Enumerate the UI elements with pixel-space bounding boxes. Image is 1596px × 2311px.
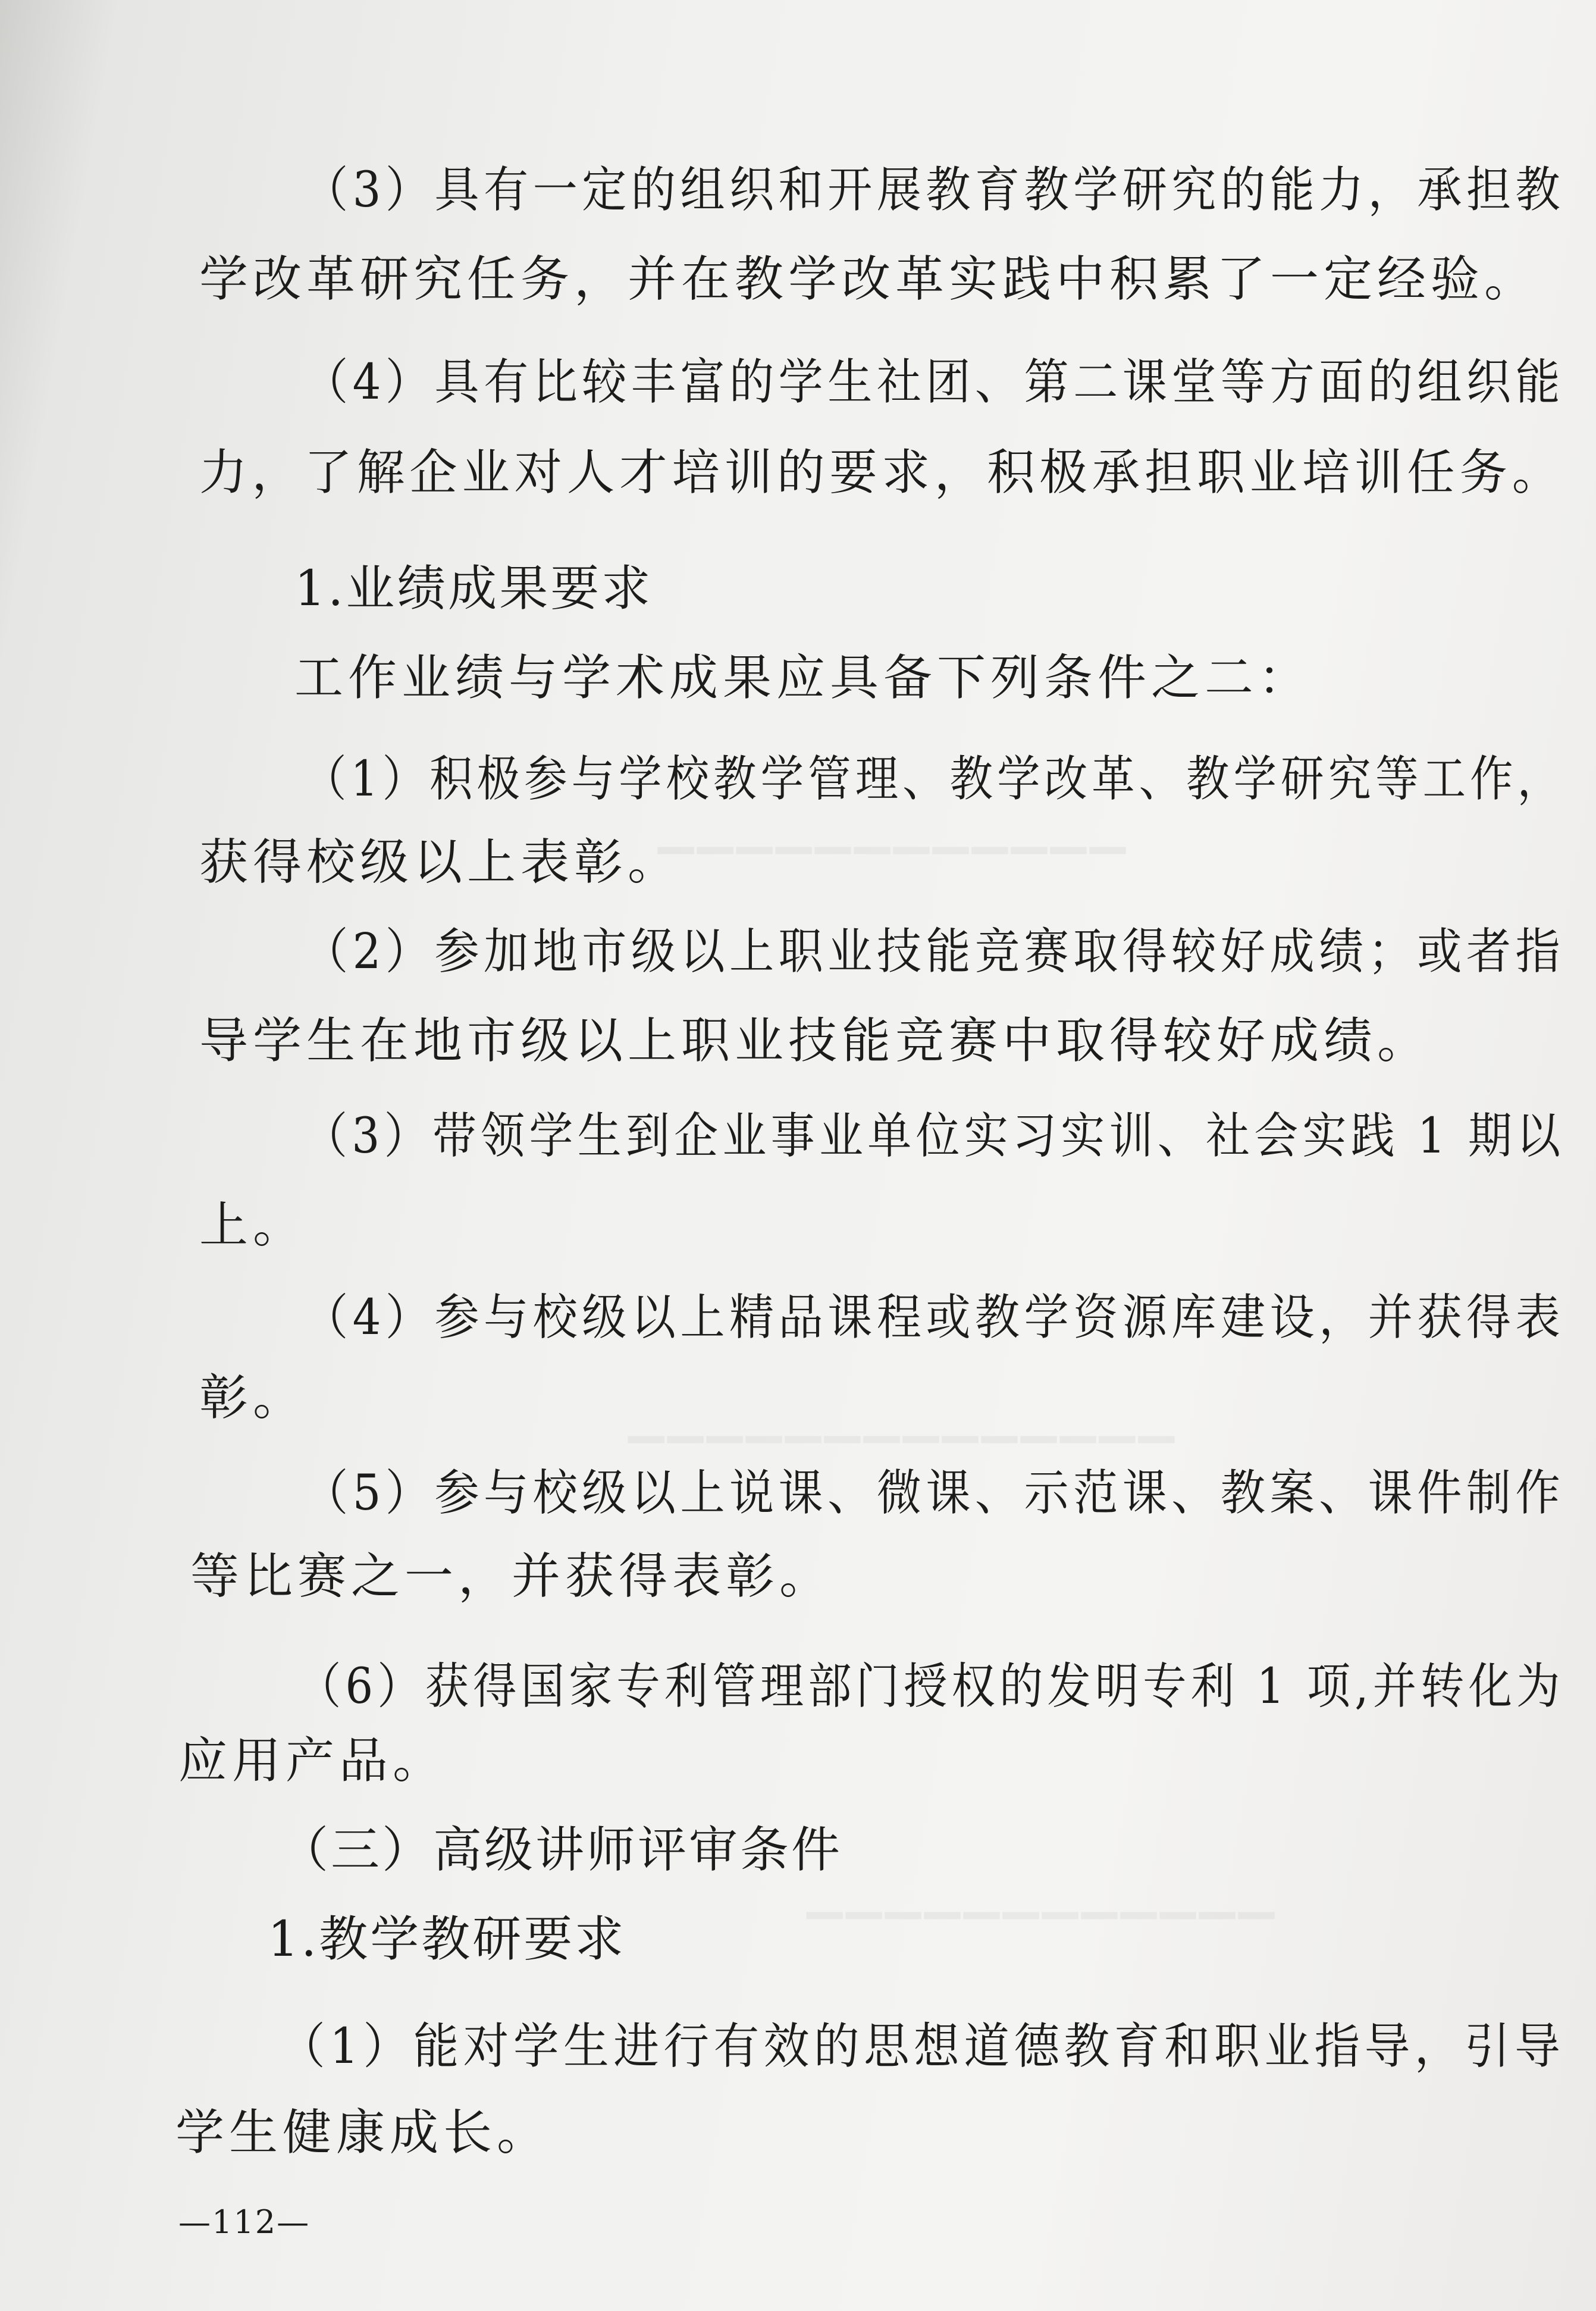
paragraph-line: （3）具有一定的组织和开展教育教学研究的能力，承担教: [303, 162, 1565, 218]
paragraph-line: 获得校级以上表彰。: [199, 834, 682, 891]
paragraph-line: （1）积极参与学校教学管理、教学改革、教学研究等工作，: [303, 751, 1565, 807]
section-heading: 1.教学教研要求: [268, 1911, 626, 1968]
paragraph-line: （2）参加地市级以上职业技能竞赛取得较好成绩；或者指: [303, 923, 1565, 980]
section-heading: （三）高级讲师评审条件: [280, 1822, 843, 1878]
paragraph-line: 工作业绩与学术成果应具备下列条件之二：: [294, 650, 1312, 706]
page-number: —112—: [178, 2203, 311, 2241]
bleed-through-text: ▁▁▁▁▁▁▁▁▁▁▁▁: [654, 800, 1125, 854]
paragraph-line: 等比赛之一，并获得表彰。: [190, 1548, 833, 1605]
paragraph-line: （4）具有比较丰富的学生社团、第二课堂等方面的组织能: [303, 354, 1565, 411]
section-heading: 1.业绩成果要求: [294, 560, 653, 617]
paragraph-line: 彰。: [199, 1370, 307, 1426]
paragraph-line: （5）参与校级以上说课、微课、示范课、教案、课件制作: [303, 1465, 1565, 1521]
paragraph-line: 力，了解企业对人才培训的要求，积极承担职业培训任务。: [199, 444, 1565, 501]
paragraph-line: 上。: [199, 1197, 307, 1254]
paragraph-line: （6）获得国家专利管理部门授权的发明专利 1 项,并转化为: [297, 1658, 1564, 1715]
paragraph-line: （4）参与校级以上精品课程或教学资源库建设，并获得表: [303, 1289, 1565, 1346]
paragraph-line: （1）能对学生进行有效的思想道德教育和职业指导，引导: [280, 2018, 1565, 2075]
paragraph-line: （3）带领学生到企业事业单位实习实训、社会实践 1 期以: [303, 1108, 1565, 1164]
paragraph-line: 学生健康成长。: [175, 2105, 551, 2161]
bleed-through-text: ▁▁▁▁▁▁▁▁▁▁▁▁: [803, 1865, 1274, 1919]
paragraph-line: 导学生在地市级以上职业技能竞赛中取得较好成绩。: [199, 1013, 1431, 1069]
paragraph-line: 学改革研究任务，并在教学改革实践中积累了一定经验。: [199, 251, 1538, 308]
paragraph-line: 应用产品。: [178, 1733, 447, 1789]
bleed-through-text: ▁▁▁▁▁▁▁▁▁▁▁▁▁▁: [625, 1389, 1174, 1443]
